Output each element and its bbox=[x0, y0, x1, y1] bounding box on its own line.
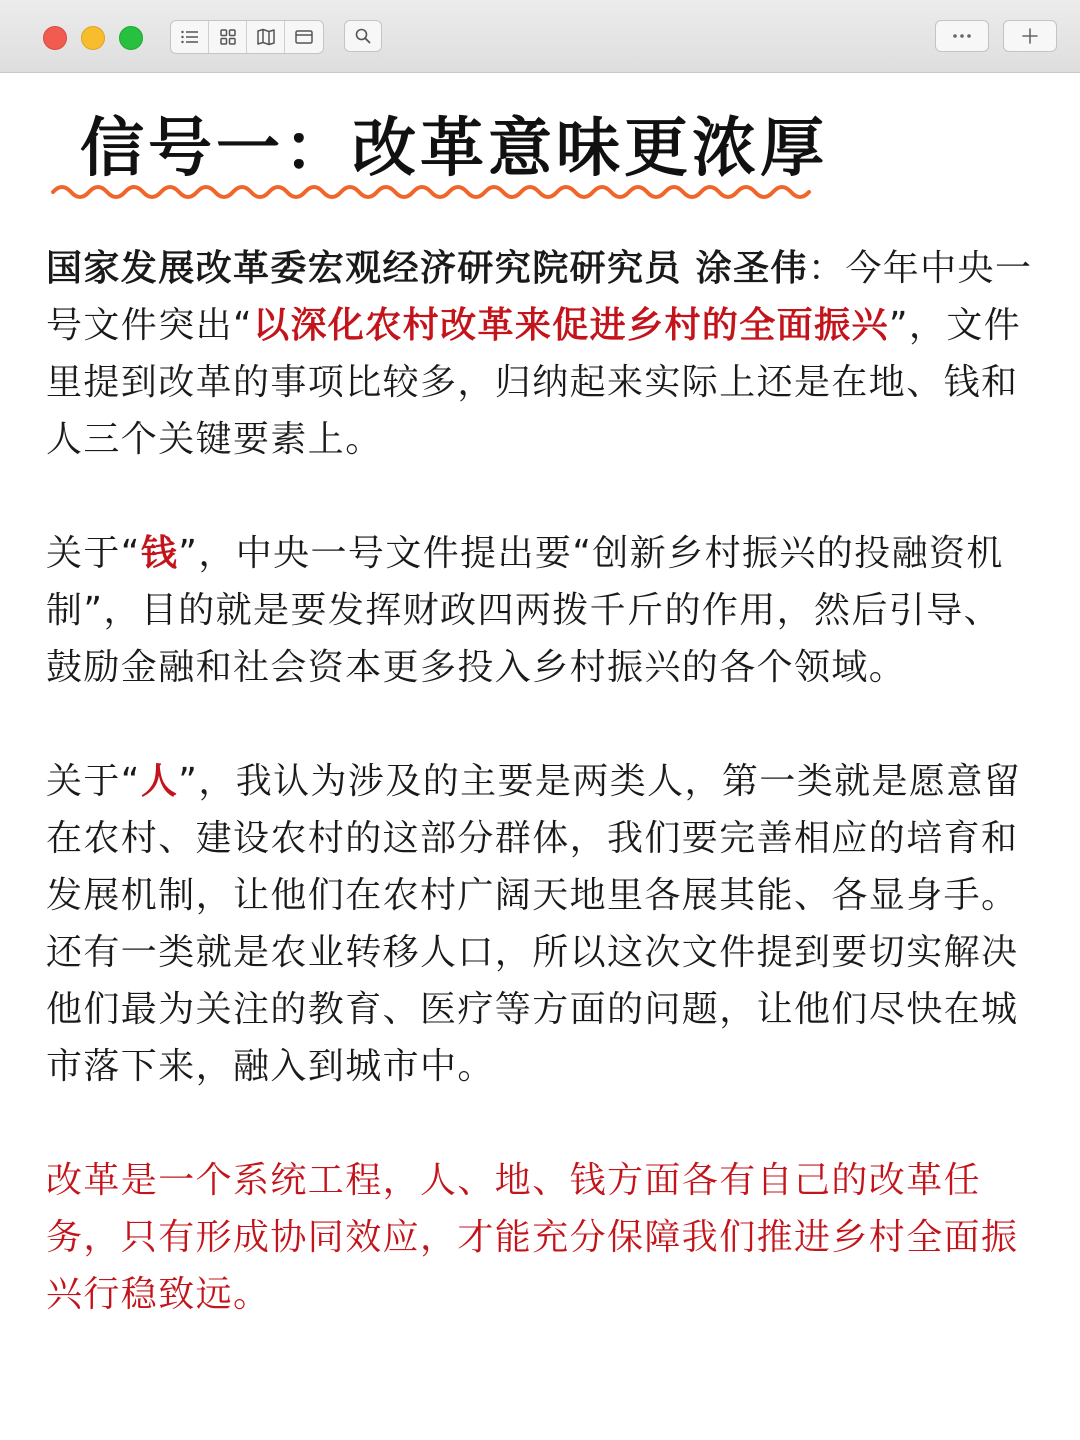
highlight-text: 以深化农村改革来促进乡村的全面振兴 bbox=[253, 305, 889, 346]
add-button[interactable] bbox=[1003, 20, 1057, 52]
paragraph-text: ”，文件里提到改革的事项比较多，归纳起来实际上还是在地、钱和人三个关键要素上。 bbox=[46, 305, 1022, 460]
paragraph-text: ：今年中央一号文件突出“ bbox=[46, 248, 1033, 346]
wavy-underline-decoration bbox=[50, 180, 812, 204]
map-view-button[interactable] bbox=[247, 21, 285, 53]
add-icon bbox=[1021, 27, 1039, 45]
section-title: 信号一：改革意味更浓厚 bbox=[80, 112, 828, 186]
sidebar-list-button[interactable] bbox=[171, 21, 209, 53]
view-toolbar-group bbox=[170, 20, 324, 54]
minimize-window-button[interactable] bbox=[81, 26, 105, 50]
search-icon bbox=[354, 27, 372, 45]
section-heading bbox=[46, 100, 1036, 210]
zoom-window-button[interactable] bbox=[119, 26, 143, 50]
speaker-name: 国家发展改革委宏观经济研究院研究员 涂圣伟 bbox=[46, 248, 808, 289]
paragraph-intro bbox=[46, 240, 1036, 468]
search-button[interactable] bbox=[344, 20, 382, 52]
more-icon bbox=[951, 33, 973, 39]
paragraph-money bbox=[46, 525, 1036, 696]
window-icon bbox=[294, 29, 314, 45]
paragraph-text: ”，中央一号文件提出要“创新乡村振兴的投融资机制”，目的就是要发挥财政四两拨千斤的作用，然后引导、鼓励金融和社会资本更多投入乡村振兴的各个领域。 bbox=[46, 533, 1004, 688]
sidebar-list-icon bbox=[180, 29, 200, 45]
map-icon bbox=[256, 28, 276, 46]
more-button[interactable] bbox=[935, 20, 989, 52]
paragraph-text: 关于“ bbox=[46, 533, 141, 574]
window-toolbar bbox=[0, 0, 1080, 73]
window-view-button[interactable] bbox=[285, 21, 323, 53]
close-window-button[interactable] bbox=[43, 26, 67, 50]
paragraph-conclusion: 改革是一个系统工程，人、地、钱方面各有自己的改革任务，只有形成协同效应，才能充分保障我们推进乡村全面振兴行稳致远。 bbox=[46, 1160, 1019, 1315]
keyword-people: 人 bbox=[140, 761, 179, 802]
keyword-money: 钱 bbox=[140, 533, 179, 574]
article-content bbox=[46, 100, 1036, 1323]
paragraph-people bbox=[46, 753, 1036, 1095]
grid-view-button[interactable] bbox=[209, 21, 247, 53]
paragraph-text: 关于“ bbox=[46, 761, 141, 802]
paragraph-text: ”，我认为涉及的主要是两类人，第一类就是愿意留在农村、建设农村的这部分群体，我们要完善相应的培育和发展机制，让他们在农村广阔天地里各展其能、各显身手。还有一类就是农业转移人口，所以这次文件提到要切实解决他们最为关注的教育、医疗等方面的问题，让他们尽快在城市落下来，融入到城市中。 bbox=[46, 761, 1022, 1087]
grid-icon bbox=[219, 28, 237, 46]
